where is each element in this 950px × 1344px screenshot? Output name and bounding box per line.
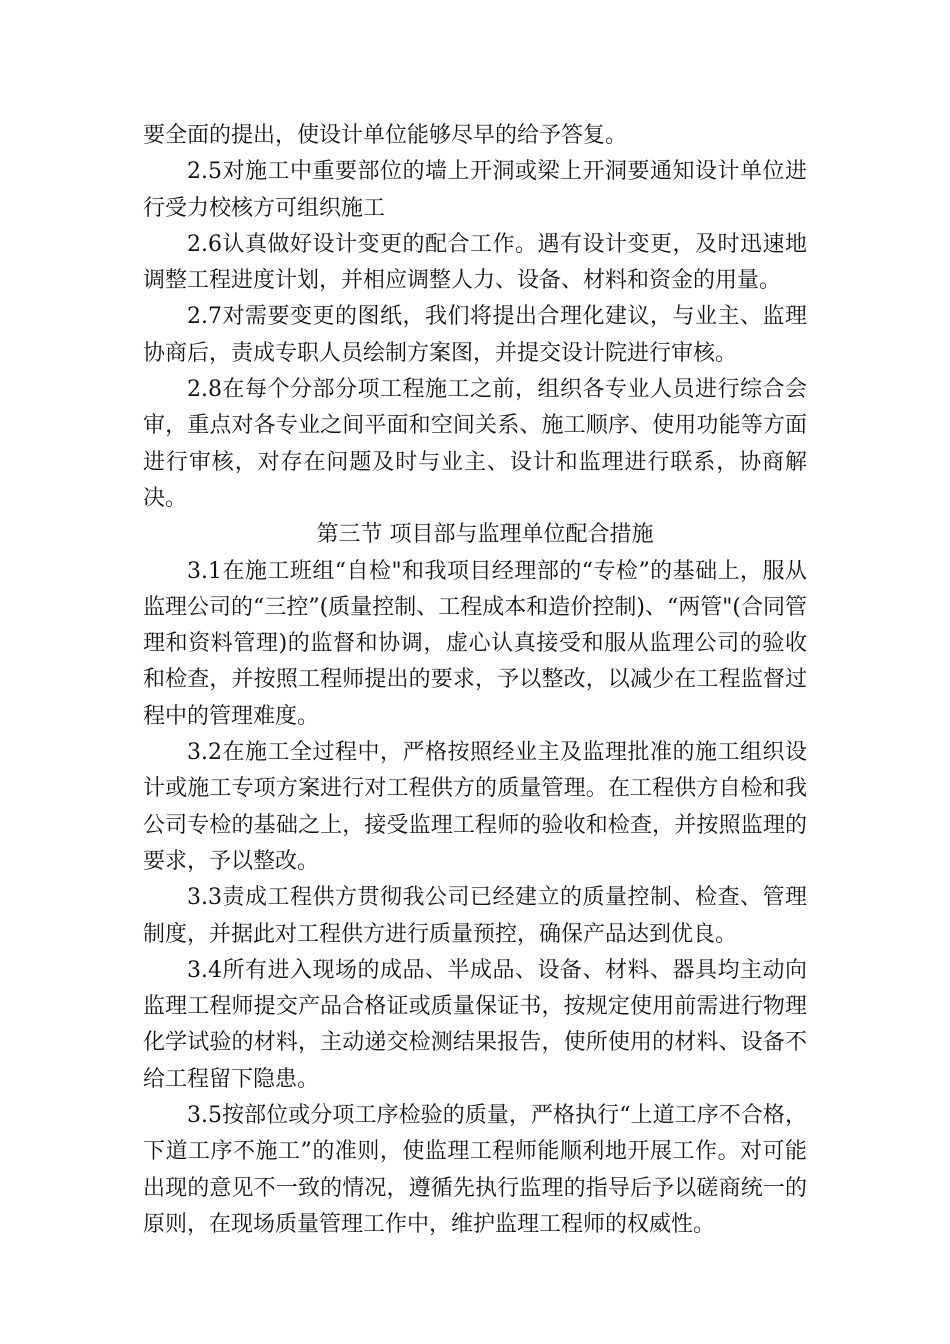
paragraph-2-5: 2.5对施工中重要部位的墙上开洞或梁上开洞要通知设计单位进行受力校核方可组织施工 — [143, 159, 807, 221]
section-heading: 第三节 项目部与监理单位配合措施 — [316, 522, 654, 548]
paragraph-3-2: 3.2在施工全过程中，严格按照经业主及监理批准的施工组织设计或施工专项方案进行对工程供方的质量管理。在工程供方自检和我公司专检的基础之上，接受监理工程师的验收和检查，并按照监理的要求，予以整改。 — [143, 740, 807, 874]
document-body — [143, 118, 807, 1243]
paragraph-continuation: 要全面的提出，使设计单位能够尽早的给予答复。 — [143, 123, 628, 148]
paragraph-3-4: 3.4所有进入现场的成品、半成品、设备、材料、器具均主动向监理工程师提交产品合格证或质量保证书，按规定使用前需进行物理化学试验的材料，主动递交检测结果报告，使所使用的材料、设备不给工程留下隐患。 — [143, 957, 807, 1092]
paragraph-3-3: 3.3责成工程供方贯彻我公司已经建立的质量控制、检查、管理制度，并据此对工程供方进行质量预控，确保产品达到优良。 — [143, 885, 807, 947]
paragraph-2-7: 2.7对需要变更的图纸，我们将提出合理化建议，与业主、监理协商后，责成专职人员绘制方案图，并提交设计院进行审核。 — [143, 304, 807, 366]
paragraph-3-5: 3.5按部位或分项工序检验的质量，严格执行“上道工序不合格，下道工序不施工”的准则，使监理工程师能顺利地开展工作。对可能出现的意见不一致的情况，遵循先执行监理的指导后予以磋商统一的原则，在现场质量管理工作中，维护监理工程师的权威性。 — [143, 1103, 807, 1237]
paragraph-3-1: 3.1在施工班组“自检"和我项目经理部的“专检”的基础上，服从监理公司的“三控”(质量控制、工程成本和造价控制)、“两管"(合同管理和资料管理)的监督和协调，虚心认真接受和服从监理公司的验收和检查，并按照工程师提出的要求，予以整改，以减少在工程监督过程中的管理难度。 — [143, 558, 807, 729]
paragraph-2-8: 2.8在每个分部分项工程施工之前，组织各专业人员进行综合会审，重点对各专业之间平面和空间关系、施工顺序、使用功能等方面进行审核，对存在问题及时与业主、设计和监理进行联系，协商解决。 — [143, 377, 807, 511]
paragraph-2-6: 2.6认真做好设计变更的配合工作。遇有设计变更，及时迅速地调整工程进度计划，并相应调整人力、设备、材料和资金的用量。 — [143, 231, 807, 294]
